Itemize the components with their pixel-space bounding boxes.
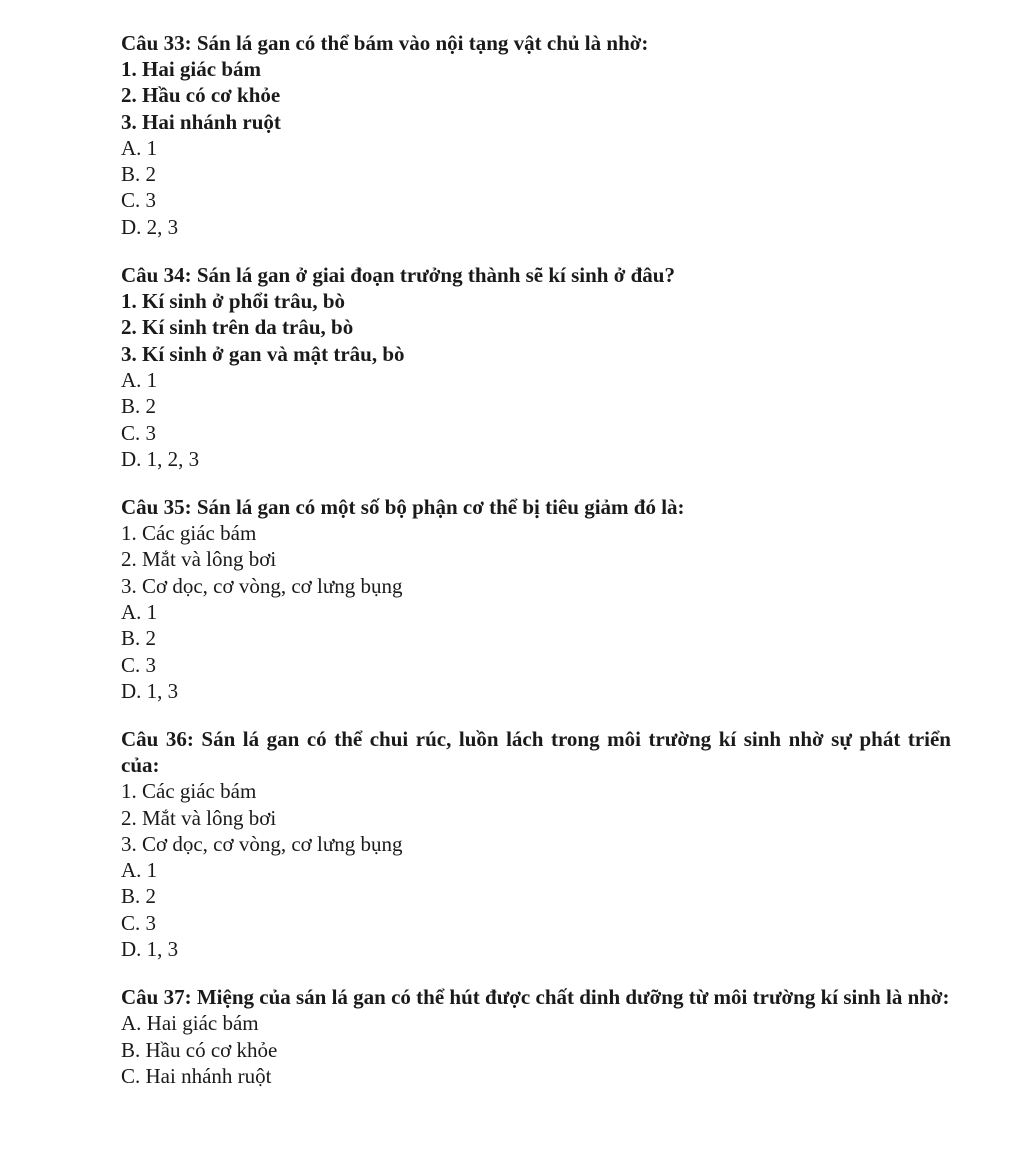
answer-option: B. 2	[121, 162, 157, 187]
question-34	[121, 262, 951, 472]
statement-item: 3. Kí sinh ở gan và mật trâu, bò	[121, 341, 405, 366]
statement-item: 2. Kí sinh trên da trâu, bò	[121, 315, 354, 340]
answer-option: A. 1	[121, 858, 158, 883]
answer-option: A. 1	[121, 600, 158, 625]
statement-item: 1. Hai giác bám	[121, 57, 261, 81]
answer-option: A. 1	[121, 135, 158, 160]
answer-option: B. 2	[121, 626, 157, 651]
answer-option: C. 3	[121, 420, 157, 445]
question-33	[121, 30, 951, 240]
question-stem: Câu 37: Miệng của sán lá gan có thể hút được chất dinh dưỡng từ môi trường kí sinh là nhờ:	[121, 985, 950, 1010]
question-35	[121, 494, 951, 704]
statement-item: 3. Cơ dọc, cơ vòng, cơ lưng bụng	[121, 831, 403, 856]
statement-item: 2. Mắt và lông bơi	[121, 805, 277, 830]
answer-option: C. 3	[121, 188, 157, 213]
document-page	[121, 30, 951, 1111]
question-stem: Câu 33: Sán lá gan có thể bám vào nội tạng vật chủ là nhờ:	[121, 31, 649, 55]
answer-option: B. 2	[121, 884, 157, 909]
statement-item: 2. Hầu có cơ khỏe	[121, 83, 281, 108]
question-36	[121, 726, 951, 962]
question-stem: Câu 36: Sán lá gan có thể chui rúc, luồn lách trong môi trường kí sinh nhờ sự phát triển của:	[121, 727, 951, 778]
statement-item: 1. Kí sinh ở phổi trâu, bò	[121, 289, 346, 314]
answer-option: B. 2	[121, 394, 157, 419]
answer-option: D. 2, 3	[121, 214, 179, 239]
answer-option: D. 1, 3	[121, 937, 179, 962]
question-stem: Câu 34: Sán lá gan ở giai đoạn trưởng thành sẽ kí sinh ở đâu?	[121, 263, 675, 288]
question-37	[121, 984, 951, 1089]
answer-option: C. 3	[121, 652, 157, 677]
statement-item: 2. Mắt và lông bơi	[121, 547, 277, 572]
answer-option: D. 1, 3	[121, 678, 179, 703]
answer-option: D. 1, 2, 3	[121, 446, 200, 471]
answer-option: A. Hai giác bám	[121, 1011, 259, 1036]
statement-item: 1. Các giác bám	[121, 779, 257, 804]
answer-option: C. 3	[121, 910, 157, 935]
answer-option: A. 1	[121, 367, 158, 392]
answer-option: B. Hầu có cơ khỏe	[121, 1037, 278, 1062]
statement-item: 3. Cơ dọc, cơ vòng, cơ lưng bụng	[121, 573, 403, 598]
statement-item: 1. Các giác bám	[121, 521, 257, 546]
question-stem: Câu 35: Sán lá gan có một số bộ phận cơ thể bị tiêu giảm đó là:	[121, 495, 685, 520]
statement-item: 3. Hai nhánh ruột	[121, 109, 281, 134]
answer-option: C. Hai nhánh ruột	[121, 1063, 272, 1088]
